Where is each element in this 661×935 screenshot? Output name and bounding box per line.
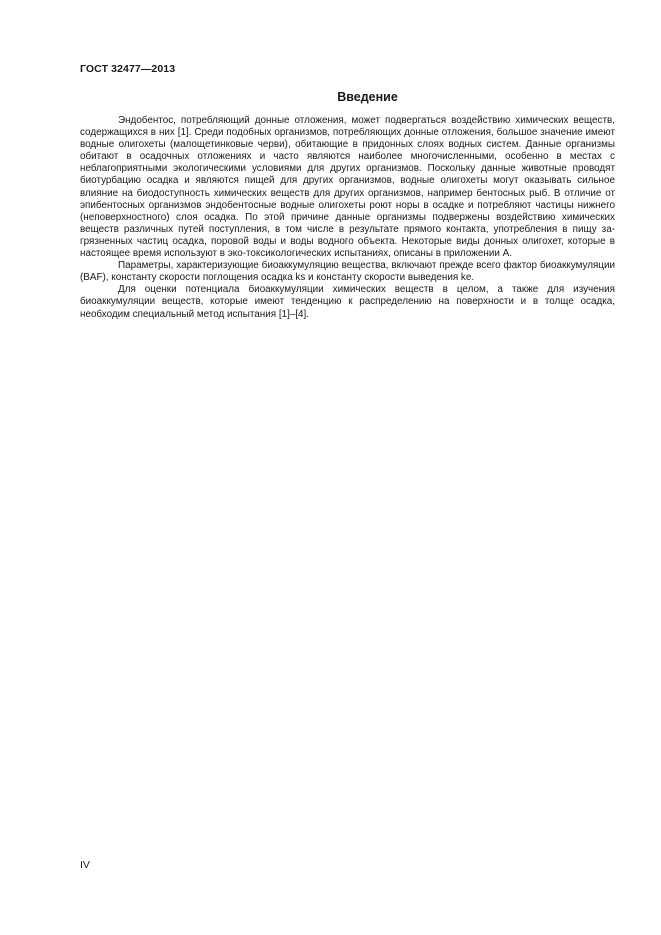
section-title: Введение xyxy=(337,90,398,104)
paragraph-2: Параметры, характеризующие биоаккумуляцию вещества, включают прежде всего фактор биоаккумуляции (BAF), константу скорости поглощения осадка ks и константу скорости выведения ke. xyxy=(80,260,615,284)
document-header: ГОСТ 32477—2013 xyxy=(80,63,176,75)
body-text xyxy=(80,115,615,321)
paragraph-3: Для оценки потенциала биоаккумуляции химических веществ в целом, а также для изучения биоаккумуляции веществ, которые имеют тенденцию к распределению на поверхности и в толще осадка, необходим специальный метод испытания [1]–[4]. xyxy=(80,284,615,320)
paragraph-1: Эндобентос, потребляющий донные отложения, может подвергаться воздействию химических веществ, содержащихся в них [1]. Среди подобных организмов, потребляющих донные отложения, большое значение имеют водные олигохеты (малощетинковые черви), обитающие в придонных слоях водных систем. Данные организмы обитают в осадочных отложениях и часто являются наиболее многочисленными, особенно в местах с неблагоприятными экологическими условиями для других организмов. Поскольку данные животные проводят биотурбацию осадка и являются пищей для других организмов, водные олигохеты могут оказывать сильное влияние на биодоступность химических веществ для других организмов, например бентосных рыб. В отличие от эпибентосных организмов эндобентосные водные олигохеты роют норы в осадке и потребляют частицы нижнего (неповерхностного) слоя осадка. По этой причине данные организмы подвержены воздействию химических веществ различных путей поступления, в том числе в результате прямого контакта, употребления в пищу загрязненных частиц осадка, поровой воды и воды водного объекта. Некоторые виды донных олигохет, которые в настоящее время используют в эко-токсикологических испытаниях, описаны в приложении А. xyxy=(80,115,615,260)
page-number: IV xyxy=(80,859,90,871)
